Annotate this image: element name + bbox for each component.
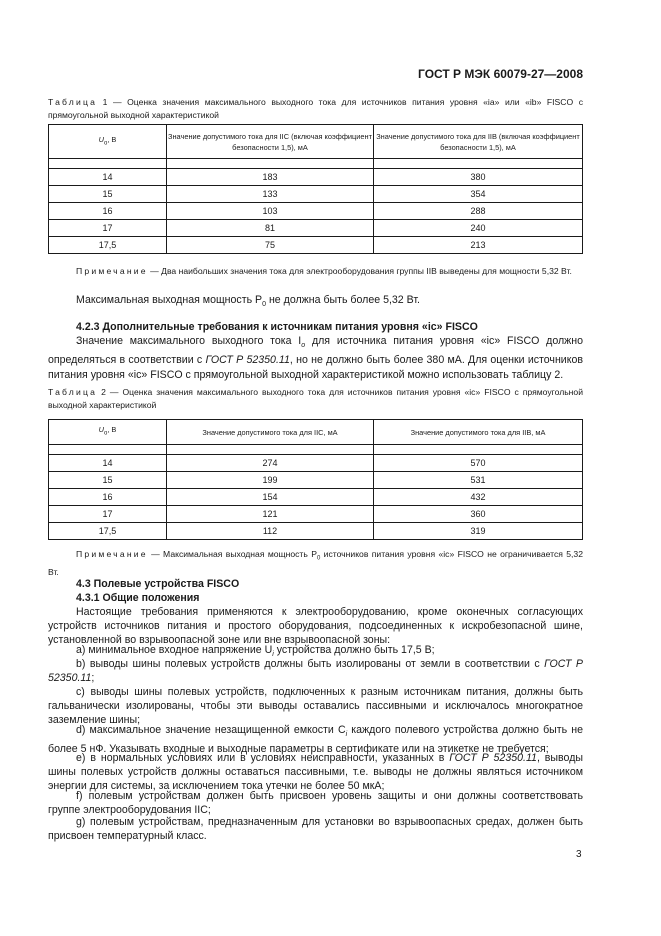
section-4-2-3-heading: 4.2.3 Дополнительные требования к источникам питания уровня «ic» FISCO: [76, 321, 478, 333]
table1-caption: [48, 96, 583, 122]
table1-caption-text: 1 — Оценка значения максимального выходного тока для источников питания уровня «ia» или «ib» FISCO с прямоугольной выходной характеристикой: [48, 97, 583, 120]
table2-col-iib: Значение допустимого тока для IIB, мА: [374, 420, 583, 445]
table2-col-iic: Значение допустимого тока для IIC, мА: [167, 420, 374, 445]
section-4-3-1-intro: Настоящие требования применяются к электрооборудованию, кроме оконечных согласующих устройств источников питания и простого оборудования, подсоединенных к искробезопасной шине, установленной во взрывоопасной зоне или вне взрывоопасной зоны:: [48, 606, 583, 647]
list-item-a: a) минимальное входное напряжение $U_i$ устройства должно быть 17,5 В;: [76, 644, 435, 659]
table-row: 17 121 360: [49, 506, 583, 523]
list-item-d: d) максимальное значение незащищенной емкости $C_i$ каждого полевого устройства должно быть не более 5 нФ. Указывать входные и выходные параметры в сертификате или на этикетке не требуется;: [48, 724, 583, 756]
table2-caption: [48, 386, 583, 412]
table-row: 15 133 354: [49, 186, 583, 203]
section-4-3-1-heading: 4.3.1 Общие положения: [76, 592, 200, 604]
table1-col-u: $U_o$, В: [49, 125, 167, 159]
table-row: 17,5 112 319: [49, 523, 583, 540]
table-row: 14 274 570: [49, 455, 583, 472]
table-row: 14 183 380: [49, 169, 583, 186]
table-row: 15 199 531: [49, 472, 583, 489]
list-item-e: e) в нормальных условиях или в условиях неисправности, указанных в ГОСТ Р 52350.11, выводы шины полевых устройств должны оставаться пассивными, т.е. выводы не должны являться источником энергии для системы, за исключением тока утечки не более 50 мкА;: [48, 752, 583, 793]
table2: [48, 419, 583, 540]
page-number: 3: [576, 849, 582, 860]
list-item-b: b) выводы шины полевых устройств должны быть изолированы от земли в соответствии с ГОСТ Р 52350.11;: [48, 658, 583, 685]
table1: [48, 124, 583, 254]
table1-col-iib: Значение допустимого тока для IIB (включая коэффициент безопасности 1,5), мА: [374, 125, 583, 159]
table2-header-row: [49, 420, 583, 445]
table2-col-u: $U_o$, В: [49, 420, 167, 445]
section-4-2-3-paragraph: Значение максимального выходного тока $I_o$ для источника питания уровня «ic» FISCO должно определяться в соответствии с ГОСТ Р 52350.11, но не должно быть более 380 мА. Для оценки источников питания уровня «ic» FISCO с прямоугольной выходной характеристикой можно использовать таблицу 2.: [48, 335, 583, 381]
table1-caption-label: Таблица: [48, 97, 98, 107]
table2-caption-label: Таблица: [48, 387, 98, 397]
list-item-g: g) полевым устройствам, предназначенным для установки во взрывоопасных средах, должен быть присвоен температурный класс.: [48, 816, 583, 843]
list-item-c: c) выводы шины полевых устройств, подключенных к разным источникам питания, должны быть гальванически изолированы, чтобы эти выводы оставались пассивными и исключалось многократное заземление шины;: [48, 686, 583, 727]
table-row: 16 103 288: [49, 203, 583, 220]
table2-caption-text: 2 — Оценка значения максимального выходного тока для источников питания уровня «ic» FISCO с прямоугольной выходной характеристикой: [48, 387, 584, 410]
max-power-paragraph: Максимальная выходная мощность $P_0$ не должна быть более 5,32 Вт.: [76, 294, 420, 309]
table1-note: Примечание — Два наибольших значения тока для электрооборудования группы IIB выведены для мощности 5,32 Вт.: [76, 266, 572, 276]
list-item-f: f) полевым устройствам должен быть присвоен уровень защиты и они должны соответствовать группе электрооборудования IIC;: [48, 790, 583, 817]
table2-note: Примечание — Максимальная выходная мощность $P_0$ источников питания уровня «ic» FISCO не ограничивается 5,32 Вт.: [48, 549, 583, 577]
table-row: 16 154 432: [49, 489, 583, 506]
table-row: 17,5 75 213: [49, 237, 583, 254]
table-row: 17 81 240: [49, 220, 583, 237]
table1-header-row: [49, 125, 583, 159]
table1-col-iic: Значение допустимого тока для IIC (включая коэффициент безопасности 1,5), мА: [167, 125, 374, 159]
section-4-3-heading: 4.3 Полевые устройства FISCO: [76, 578, 240, 590]
document-header: ГОСТ Р МЭК 60079-27—2008: [418, 67, 583, 81]
